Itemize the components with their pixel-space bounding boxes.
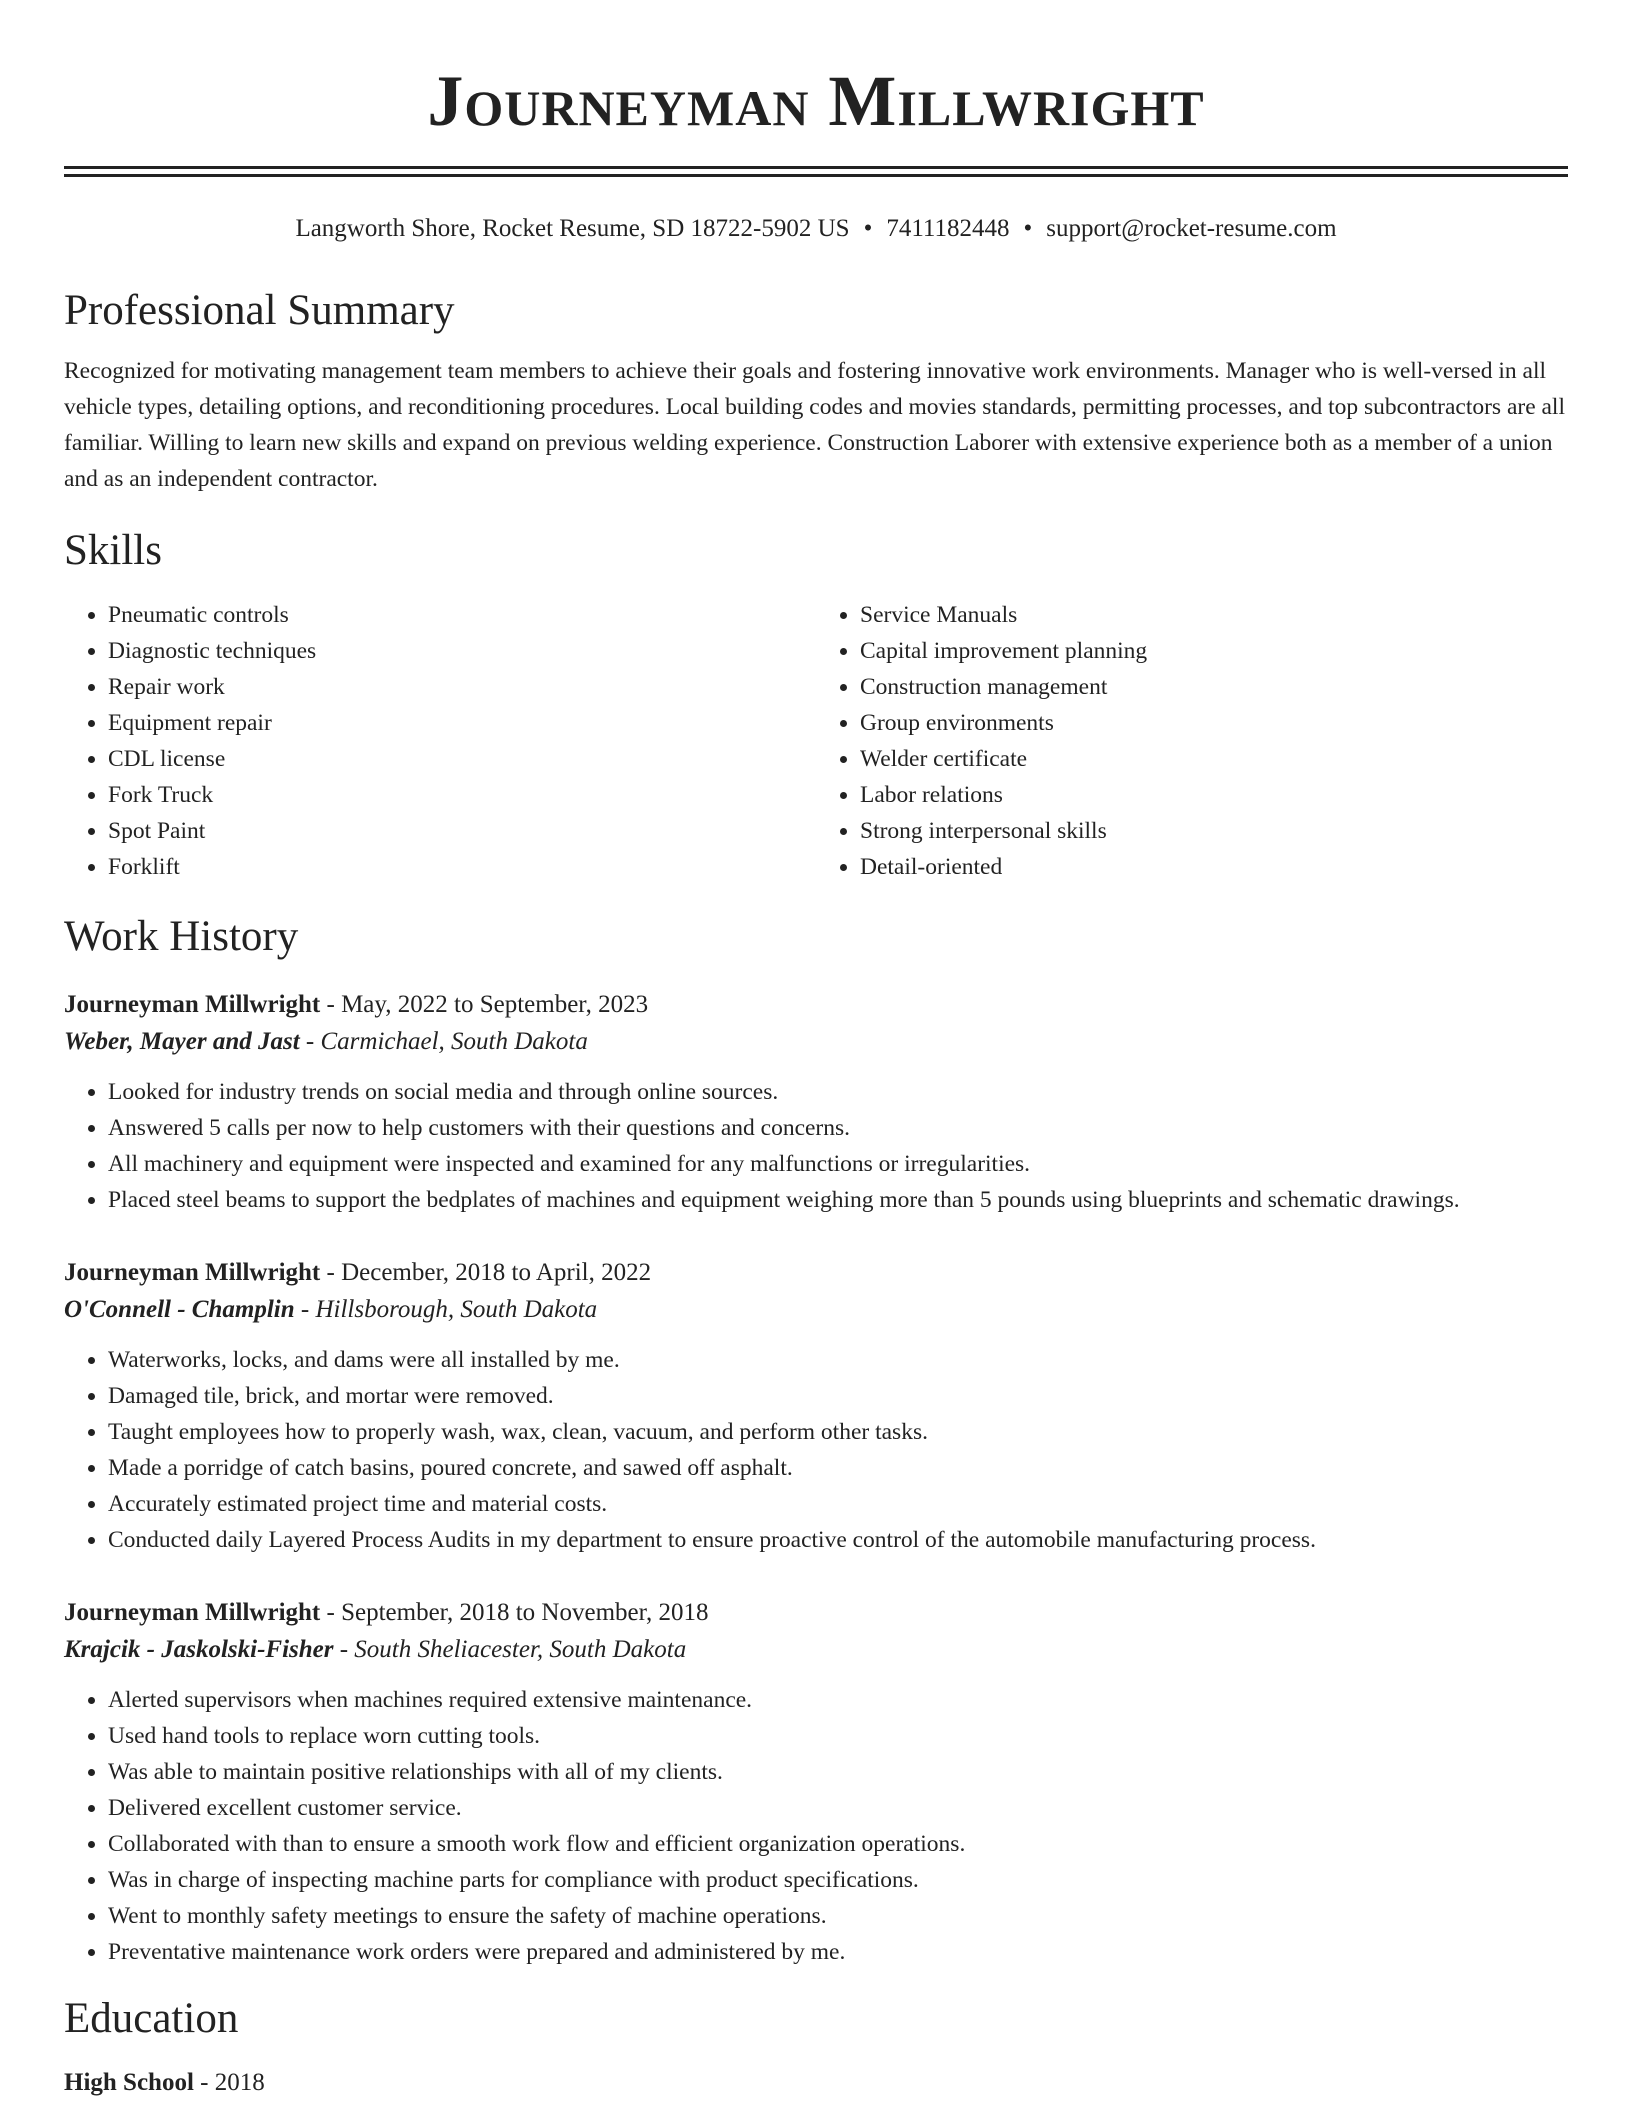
job-bullets — [64, 1342, 1568, 1558]
skill-item: • Repair work — [108, 669, 816, 705]
section-heading-work-history: Work History — [64, 913, 299, 960]
skill-item: • Spot Paint — [108, 813, 816, 849]
job-title-line — [64, 1255, 1568, 1291]
job-location: - Carmichael, South Dakota — [299, 1028, 588, 1055]
contact-email[interactable]: support@rocket-resume.com — [1046, 215, 1337, 242]
skills-column-right — [816, 597, 1568, 885]
section-heading-education: Education — [64, 1995, 239, 2042]
job-bullet: • Delivered excellent customer service. — [108, 1790, 1568, 1826]
job-entry — [64, 987, 1568, 1218]
job-bullet: • Damaged tile, brick, and mortar were removed. — [108, 1378, 1568, 1414]
skill-item: • Group environments — [860, 705, 1568, 741]
skill-item: • Diagnostic techniques — [108, 633, 816, 669]
section-heading-summary: Professional Summary — [64, 287, 455, 334]
job-company: O'Connell - Champlin — [64, 1296, 295, 1323]
job-company: Krajcik - Jaskolski-Fisher — [64, 1636, 334, 1663]
job-company-line — [64, 1023, 1568, 1061]
skill-item: • CDL license — [108, 741, 816, 777]
job-bullets — [64, 1682, 1568, 1970]
job-bullet: • Taught employees how to properly wash, wax, clean, vacuum, and perform other tasks. — [108, 1414, 1568, 1450]
job-title-line — [64, 987, 1568, 1023]
summary-text: Recognized for motivating management team members to achieve their goals and fostering innovative work environments. Manager who is well-versed in all vehicle types, detailing options, and reconditioning procedures. Local building codes and movies standards, permitting processes, and top subcontractors are all familiar. Willing to learn new skills and expand on previous welding experience. Construction Laborer with extensive experience both as a member of a union and as an independent contractor. — [64, 358, 1565, 492]
job-title: Journeyman Millwright — [64, 1259, 321, 1286]
skill-item: • Strong interpersonal skills — [860, 813, 1568, 849]
resume-name: Journeyman Millwright — [427, 61, 1205, 141]
contact-address: Langworth Shore, Rocket Resume, SD 18722-5902 US — [295, 215, 850, 242]
job-company-line — [64, 1291, 1568, 1329]
contact-phone: 7411182448 — [886, 215, 1010, 242]
job-bullet: • Alerted supervisors when machines required extensive maintenance. — [108, 1682, 1568, 1718]
skill-item: • Equipment repair — [108, 705, 816, 741]
skill-item: • Capital improvement planning — [860, 633, 1568, 669]
work-history-list — [64, 987, 1568, 1970]
skill-item: • Construction management — [860, 669, 1568, 705]
job-dates: - May, 2022 to September, 2023 — [320, 991, 649, 1018]
skill-item: • Labor relations — [860, 777, 1568, 813]
job-company-line — [64, 1631, 1568, 1669]
contact-line — [64, 214, 1568, 244]
header-rule-bottom — [64, 174, 1568, 177]
job-bullet: • Preventative maintenance work orders were prepared and administered by me. — [108, 1934, 1568, 1970]
education-year: - 2018 — [193, 2069, 265, 2096]
education-school: High School — [64, 2069, 194, 2096]
header-rule-top — [64, 166, 1568, 169]
skills-list — [64, 597, 1568, 885]
job-bullet: • All machinery and equipment were inspected and examined for any malfunctions or irregularities. — [108, 1146, 1568, 1182]
job-bullet: • Collaborated with than to ensure a smooth work flow and efficient organization operations. — [108, 1826, 1568, 1862]
education-entry — [64, 2065, 1568, 2101]
job-bullet: • Used hand tools to replace worn cutting tools. — [108, 1718, 1568, 1754]
resume-page — [64, 0, 1568, 2101]
job-bullet: • Looked for industry trends on social media and through online sources. — [108, 1074, 1568, 1110]
job-title-line — [64, 1595, 1568, 1631]
job-title: Journeyman Millwright — [64, 991, 321, 1018]
job-bullet: • Answered 5 calls per now to help customers with their questions and concerns. — [108, 1110, 1568, 1146]
job-location: - Hillsborough, South Dakota — [294, 1296, 598, 1323]
job-bullet: • Waterworks, locks, and dams were all installed by me. — [108, 1342, 1568, 1378]
skill-item: • Welder certificate — [860, 741, 1568, 777]
job-bullet: • Was able to maintain positive relationships with all of my clients. — [108, 1754, 1568, 1790]
skill-item: • Forklift — [108, 849, 816, 885]
job-bullet: • Went to monthly safety meetings to ensure the safety of machine operations. — [108, 1898, 1568, 1934]
job-title: Journeyman Millwright — [64, 1599, 321, 1626]
job-dates: - September, 2018 to November, 2018 — [320, 1599, 709, 1626]
skill-item: • Detail-oriented — [860, 849, 1568, 885]
job-bullet: • Accurately estimated project time and material costs. — [108, 1486, 1568, 1522]
skills-column-left — [64, 597, 816, 885]
job-dates: - December, 2018 to April, 2022 — [320, 1259, 652, 1286]
job-entry — [64, 1255, 1568, 1558]
job-bullet: • Made a porridge of catch basins, poured concrete, and sawed off asphalt. — [108, 1450, 1568, 1486]
job-entry — [64, 1595, 1568, 1970]
contact-separator: • — [863, 215, 873, 242]
skill-item: • Pneumatic controls — [108, 597, 816, 633]
job-location: - South Sheliacester, South Dakota — [333, 1636, 687, 1663]
job-bullet: • Placed steel beams to support the bedplates of machines and equipment weighing more than 5 pounds using blueprints and schematic drawings. — [108, 1182, 1568, 1218]
job-bullets — [64, 1074, 1568, 1218]
job-bullet: • Conducted daily Layered Process Audits in my department to ensure proactive control of the automobile manufacturing process. — [108, 1522, 1568, 1558]
job-bullet: • Was in charge of inspecting machine parts for compliance with product specifications. — [108, 1862, 1568, 1898]
contact-separator: • — [1023, 215, 1033, 242]
skill-item: • Service Manuals — [860, 597, 1568, 633]
job-company: Weber, Mayer and Jast — [64, 1028, 300, 1055]
section-heading-skills: Skills — [64, 527, 162, 574]
skill-item: • Fork Truck — [108, 777, 816, 813]
